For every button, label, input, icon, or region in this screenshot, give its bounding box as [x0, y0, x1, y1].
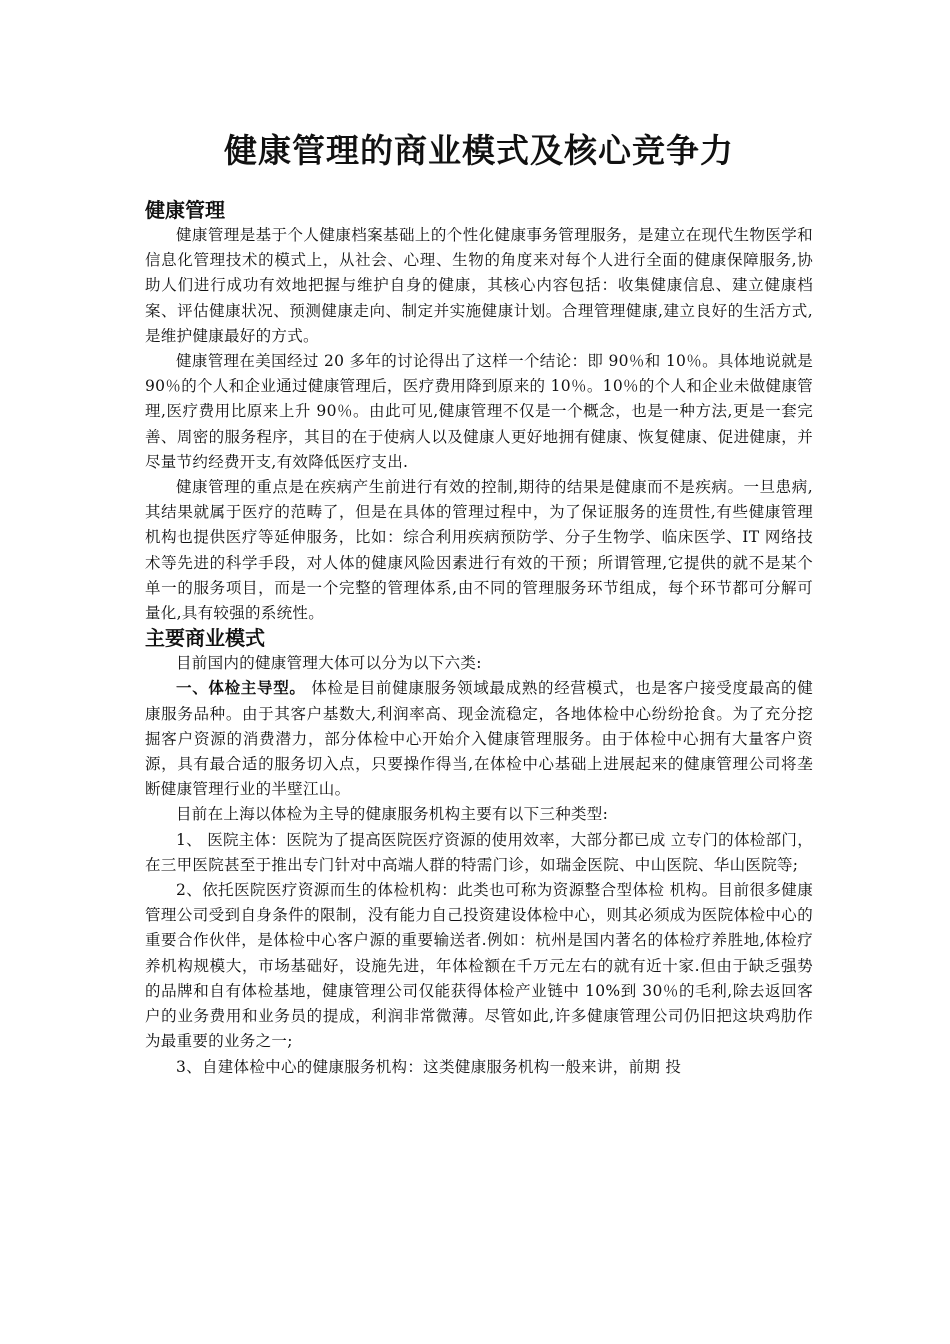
paragraph: 健康管理的重点是在疾病产生前进行有效的控制,期待的结果是健康而不是疾病。一旦患病,其结果就属于医疗的范畴了，但是在具体的管理过程中，为了保证服务的连贯性,有些健康管理机构也提供医疗等延伸服务，比如：综合利用疾病预防学、分子生物学、临床医学、IT 网络技术等先进的科学手段，对人体的健康风险因素进行有效的干预；所谓管理,它提供的就不是某个单一的服务项目，而是一个完整的管理体系,由不同的管理服务环节组成，每个环节都可分解可量化,具有较强的系统性。	[145, 478, 813, 623]
paragraph: 健康管理在美国经过 20 多年的讨论得出了这样一个结论：即 90％和 10％。具体地说就是 90％的个人和企业通过健康管理后，医疗费用降到原来的 10％。10％的个人和企业未做健康管理,医疗费用比原来上升 90％。由此可见,健康管理不仅是一个概念，也是一种方法,更是一套完善、周密的服务程序，其目的在于使病人以及健康人更好地拥有健康、恢复健康、促进健康，并尽量节约经费开支,有效降低医疗支出.	[145, 352, 813, 471]
list-item-type-2: 2、依托医院医疗资源而生的体检机构：此类也可称为资源整合型体检 机构。目前很多健康管理公司受到自身条件的限制，没有能力自己投资建设体检中心，则其必须成为医院体检中心的重要合作伙伴，是体检中心客户源的重要输送者.例如：杭州是国内著名的体检疗养胜地,体检疗养机构规模大，市场基础好，设施先进，年体检额在千万元左右的就有近十家.但由于缺乏强势的品牌和自有体检基地，健康管理公司仅能获得体检产业链中 10%到 30％的毛利,除去返回客户的业务费用和业务员的提成，利润非常微薄。尽管如此,许多健康管理公司仍旧把这块鸡肋作为最重要的业务之一;	[145, 881, 813, 1051]
section-heading-business-models: 主要商业模式	[145, 626, 265, 651]
paragraph-item-1	[145, 676, 813, 802]
section-heading-health-management: 健康管理	[145, 198, 225, 222]
paragraph: 健康管理是基于个人健康档案基础上的个性化健康事务管理服务，是建立在现代生物医学和信息化管理技术的模式上，从社会、心理、生物的角度来对每个人进行全面的健康保障服务,协助人们进行成功有效地把握与维护自身的健康，其核心内容包括：收集健康信息、建立健康档案、评估健康状况、预测健康走向、制定并实施健康计划。合理管理健康,建立良好的生活方式,是维护健康最好的方式。	[145, 226, 813, 345]
item-1-lead: 一、体检主导型。	[176, 679, 306, 698]
list-item-type-3: 3、自建体检中心的健康服务机构：这类健康服务机构一般来讲，前期 投	[176, 1057, 682, 1076]
item-1-text: 体检是目前健康服务领域最成熟的经营模式，也是客户接受度最高的健康服务品种。由于其客户基数大,利润率高、现金流稳定，各地体检中心纷纷抢食。为了充分挖掘客户资源的消费潜力，部分体检中心开始介入健康管理服务。由于体检中心拥有大量客户资源，具有最合适的服务切入点，只要操作得当,在体检中心基础上进展起来的健康管理公司将垄断健康管理行业的半壁江山。	[145, 679, 813, 799]
paragraph-types-intro: 目前在上海以体检为主导的健康服务机构主要有以下三种类型:	[176, 805, 609, 824]
list-item-type-1: 1、 医院主体：医院为了提高医院医疗资源的使用效率，大部分都已成 立专门的体检部门，在三甲医院甚至于推出专门针对中高端人群的特需门诊，如瑞金医院、中山医院、华山医院等;	[145, 830, 813, 874]
document-title: 健康管理的商业模式及核心竞争力	[224, 131, 734, 170]
document-page	[145, 128, 813, 1080]
paragraph-intro: 目前国内的健康管理大体可以分为以下六类:	[176, 654, 482, 673]
